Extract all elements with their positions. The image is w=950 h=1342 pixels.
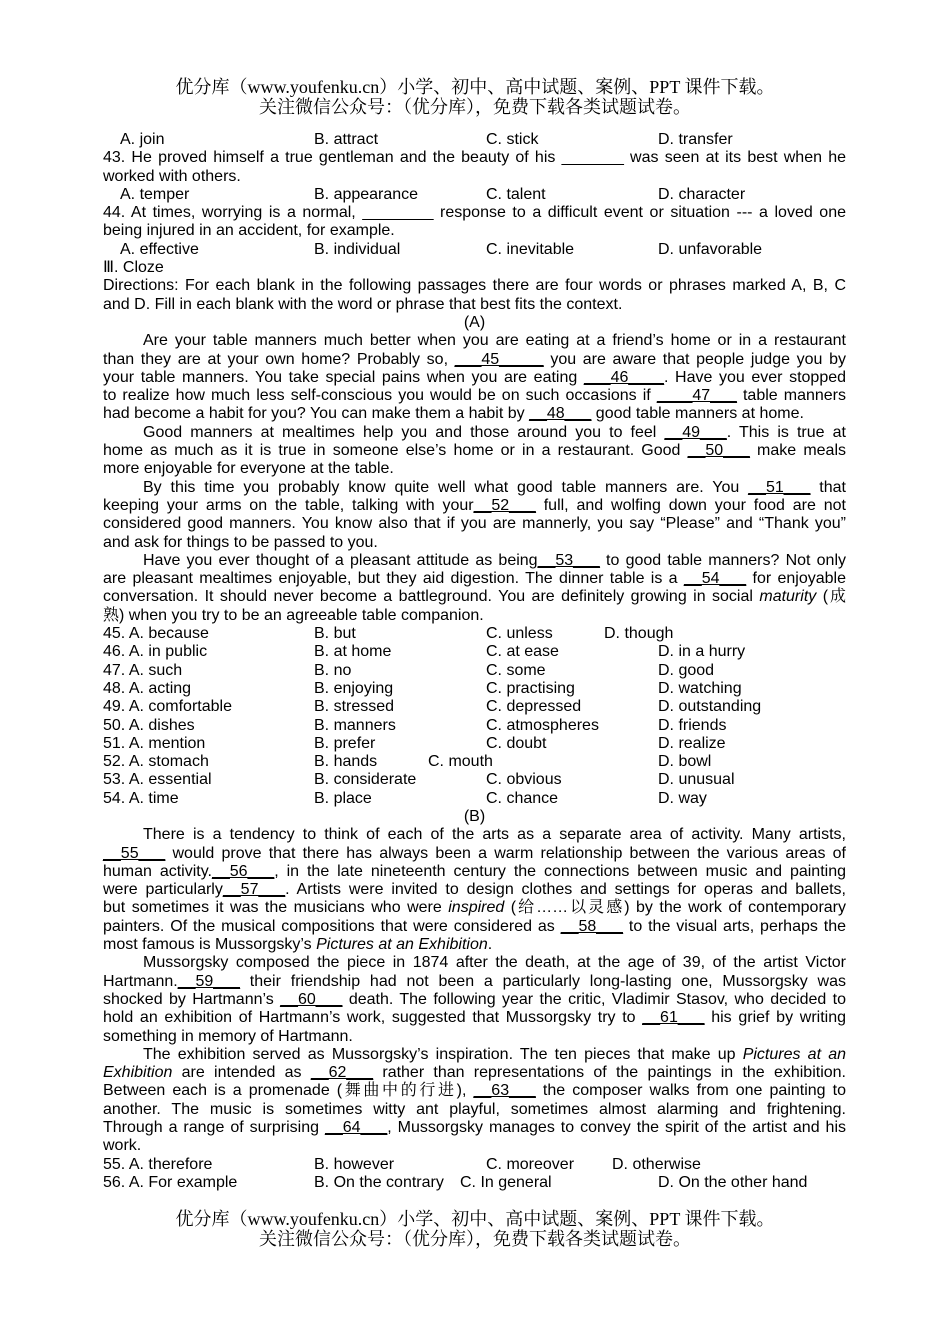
option-b xyxy=(314,241,400,259)
text-run: the composer walks from one painting to xyxy=(535,1082,847,1100)
blank-59: __59___ xyxy=(177,972,240,990)
option-b xyxy=(314,753,377,771)
option-a xyxy=(103,662,182,680)
text-line: work. xyxy=(103,1137,142,1155)
question-53-options xyxy=(103,771,846,789)
option-text: C. moreover xyxy=(486,1155,575,1173)
text-line xyxy=(103,369,846,387)
question-54-options xyxy=(103,790,846,808)
text-line xyxy=(103,405,846,423)
option-d xyxy=(658,186,745,204)
blank-50: __50___ xyxy=(687,442,750,460)
text-line xyxy=(103,1064,846,1082)
text-run: full, and wolfing down your food are not xyxy=(535,496,846,514)
blank-53: __53___ xyxy=(537,551,600,569)
option-text: B. hands xyxy=(314,753,378,771)
option-text: C. obvious xyxy=(486,771,562,789)
option-c xyxy=(486,1156,574,1174)
text-line xyxy=(103,588,846,606)
text-line xyxy=(103,387,846,405)
blank-48: __48___ xyxy=(529,405,592,423)
text-line: Are your table manners much better when you are eating at a friend’s home or in a restaurant xyxy=(143,332,846,350)
option-text: C. practising xyxy=(486,679,575,697)
option-a xyxy=(103,771,212,789)
option-text: B. individual xyxy=(314,240,401,258)
italic-term: Pictures at an Exhibition xyxy=(316,936,488,954)
text-run: By this time you probably know quite well what good table manners are. You xyxy=(143,478,749,496)
question-number: 50. xyxy=(103,716,126,734)
option-text: C. some xyxy=(486,661,546,679)
question-number: 52. xyxy=(103,753,126,771)
option-text: D. unusual xyxy=(658,771,735,789)
option-text: C. mouth xyxy=(428,753,493,771)
text-line xyxy=(103,899,846,917)
blank-46: ___46____ xyxy=(583,368,664,386)
option-text: C. doubt xyxy=(486,734,547,752)
option-d xyxy=(658,735,726,753)
text-line: being injured in an accident, for example. xyxy=(103,222,395,240)
exam-content xyxy=(103,131,846,1192)
option-text: B. however xyxy=(314,1155,395,1173)
banner-line-2: 关注微信公众号：（优分库），免费下载各类试题试卷。 xyxy=(259,1228,691,1249)
text-run: . Artists were invited to design clothes and settings for operas and ballets, xyxy=(285,881,847,899)
text-run: good table manners at home. xyxy=(591,405,804,423)
option-b xyxy=(314,698,394,716)
option-b xyxy=(314,771,416,789)
text-run: Have you ever thought of a pleasant attitude as being xyxy=(143,551,538,569)
option-d xyxy=(658,131,733,149)
italic-term: inspired xyxy=(448,899,505,917)
text-run: Good manners at mealtimes help you and those around you to feel xyxy=(143,423,665,441)
text-line xyxy=(103,442,846,460)
text-run: keeping your arms on the table, talking with your xyxy=(103,496,474,514)
text-run: human activity. xyxy=(103,862,212,880)
option-text: C. In general xyxy=(460,1173,552,1191)
text-run: were particularly xyxy=(103,881,223,899)
option-text: D. in a hurry xyxy=(658,643,746,661)
text-run: to good table manners? Not only xyxy=(599,551,847,569)
option-text: C. inevitable xyxy=(486,240,575,258)
option-d xyxy=(658,680,742,698)
italic-term: maturity xyxy=(759,588,817,606)
option-b xyxy=(314,717,396,735)
blank-47: ____47___ xyxy=(656,387,737,405)
blank-55: __55___ xyxy=(103,844,166,862)
option-text: B. place xyxy=(314,789,372,807)
text-run: are intended as xyxy=(172,1064,311,1082)
italic-term: Exhibition xyxy=(103,1064,173,1082)
text-run: Hartmann. xyxy=(103,972,178,990)
text-run: Between each is a promenade (舞曲中的行进), xyxy=(103,1082,474,1100)
text-line xyxy=(103,1009,846,1027)
text-run: . Have you ever stopped xyxy=(663,368,847,386)
option-c xyxy=(486,790,558,808)
text-line: another. The music is sometimes witty ant playful, sometimes almost alarming and frightening. xyxy=(103,1100,846,1118)
text-run: are pleasant mealtimes enjoyable, but they aid digestion. The dinner table is a xyxy=(103,570,684,588)
passage-b-paragraph-1 xyxy=(103,826,846,954)
option-c xyxy=(486,717,599,735)
directions xyxy=(103,277,846,314)
passage-a-paragraph-1 xyxy=(103,332,846,423)
option-text: D. realize xyxy=(658,734,726,752)
text-line xyxy=(103,991,846,1009)
text-run: to the visual arts, perhaps the xyxy=(622,917,847,935)
option-c xyxy=(486,241,574,259)
option-text: C. talent xyxy=(486,185,546,203)
question-47-options xyxy=(103,662,846,680)
option-text: A. For example xyxy=(128,1173,238,1191)
top-banner xyxy=(0,78,950,117)
text-line xyxy=(103,570,846,588)
option-d xyxy=(658,241,762,259)
text-line xyxy=(103,1119,846,1137)
text-run: rather than representations of the paintings in the exhibition. xyxy=(373,1064,846,1082)
option-d xyxy=(658,771,735,789)
text-run: (成 xyxy=(816,588,846,606)
question-number: 48. xyxy=(103,679,126,697)
text-run: had become a habit for you? You can make them a habit by xyxy=(103,405,530,423)
question-51-options xyxy=(103,735,846,753)
blank-49: __49___ xyxy=(664,423,727,441)
option-b xyxy=(314,186,418,204)
text-run: . This is true at xyxy=(726,423,846,441)
passage-b-paragraph-3 xyxy=(103,1046,846,1156)
blank-54: __54___ xyxy=(683,570,747,588)
option-text: A. mention xyxy=(128,734,206,752)
text-run: Through a range of surprising xyxy=(103,1119,325,1137)
option-d xyxy=(612,1156,701,1174)
question-43-stem xyxy=(103,149,846,186)
text-line xyxy=(103,881,846,899)
option-c xyxy=(486,735,546,753)
text-line: Directions: For each blank in the following passages there are four words or phrases marked A, B, C xyxy=(103,277,846,295)
option-text: A. such xyxy=(128,661,183,679)
text-line xyxy=(103,863,846,881)
option-text: A. in public xyxy=(128,643,208,661)
text-line xyxy=(103,552,846,570)
option-text: D. unfavorable xyxy=(658,240,763,258)
option-c xyxy=(486,643,559,661)
text-run: your table manners. You take special pains when you are eating xyxy=(103,368,584,386)
text-line: Mussorgsky composed the piece in 1874 after the death, at the age of 39, of the artist Victor xyxy=(143,954,846,972)
text-line xyxy=(103,973,846,991)
text-line xyxy=(103,351,846,369)
question-43-options xyxy=(103,186,846,204)
option-text: A. essential xyxy=(128,771,212,789)
blank-56: __56___ xyxy=(211,862,275,880)
option-a xyxy=(103,790,179,808)
text-run: The exhibition served as Mussorgsky’s inspiration. The ten pieces that make up xyxy=(143,1045,743,1063)
text-run: but sometimes it was the musicians who were xyxy=(103,899,449,917)
blank-57: __57___ xyxy=(222,881,286,899)
text-line xyxy=(103,424,846,442)
option-b xyxy=(314,1174,444,1192)
option-a xyxy=(103,735,205,753)
question-number: 49. xyxy=(103,698,126,716)
blank-63: __63___ xyxy=(473,1082,536,1100)
option-b xyxy=(314,1156,394,1174)
passage-a-label: (A) xyxy=(463,313,486,331)
text-line: and ask for things to be passed to you. xyxy=(103,533,378,551)
banner-line-1: 优分库（www.youfenku.cn）小学、初中、高中试题、案例、PPT 课件下载。 xyxy=(175,1209,775,1229)
text-run: home as much as it is true in someone else’s home or in a restaurant. Good xyxy=(103,442,688,460)
option-a xyxy=(103,1156,212,1174)
text-run: to realize how much less self-conscious you would be on such occasions if xyxy=(103,387,657,405)
option-a xyxy=(120,241,199,259)
option-a xyxy=(120,131,164,149)
option-c xyxy=(486,625,553,643)
question-46-options xyxy=(103,643,846,661)
option-d xyxy=(658,717,726,735)
option-d xyxy=(658,790,707,808)
option-text: C. chance xyxy=(486,789,559,807)
text-run: , in the late nineteenth century the connections between music and painting xyxy=(274,862,846,880)
text-run: you are aware that people judge you by xyxy=(543,350,847,368)
text-run: table manners xyxy=(736,387,846,405)
continued-options xyxy=(103,131,846,149)
banner-line-2: 关注微信公众号：（优分库），免费下载各类试题试卷。 xyxy=(259,96,691,117)
text-run: , Mussorgsky manages to convey the spirit of the artist and his xyxy=(387,1119,847,1137)
option-a xyxy=(103,717,195,735)
text-line: 43. He proved himself a true gentleman and the beauty of his _______ was seen at its best when he xyxy=(103,149,846,167)
option-text: D. friends xyxy=(658,716,727,734)
option-text: A. join xyxy=(120,131,165,148)
option-text: D. otherwise xyxy=(612,1155,701,1173)
question-number: 46. xyxy=(103,643,126,661)
text-run: than they are at your own home? Probably so, xyxy=(103,350,455,368)
option-text: D. character xyxy=(658,185,746,203)
option-text: A. temper xyxy=(120,185,190,203)
question-number: 54. xyxy=(103,789,126,807)
option-a xyxy=(103,680,191,698)
blank-58: __58___ xyxy=(560,917,623,935)
option-a xyxy=(103,1174,237,1192)
option-text: A. effective xyxy=(120,240,199,258)
option-text: A. stomach xyxy=(128,753,209,771)
question-45-options xyxy=(103,625,846,643)
question-52-options xyxy=(103,753,846,771)
option-c xyxy=(486,186,546,204)
text-line xyxy=(103,1046,846,1064)
option-text: B. but xyxy=(314,625,356,643)
question-49-options xyxy=(103,698,846,716)
option-a xyxy=(103,625,209,643)
text-line xyxy=(103,1082,846,1100)
italic-term: Pictures at an xyxy=(742,1045,847,1063)
option-text: D. bowl xyxy=(658,753,712,771)
question-number: 55. xyxy=(103,1155,126,1173)
text-run: would prove that there has always been a warm relationship between the various areas of xyxy=(165,844,846,862)
option-d xyxy=(658,1174,807,1192)
option-d xyxy=(604,625,673,643)
section-heading: Ⅲ. Cloze xyxy=(103,259,164,277)
question-56-options xyxy=(103,1174,846,1192)
banner-line-1: 优分库（www.youfenku.cn）小学、初中、高中试题、案例、PPT 课件下载。 xyxy=(175,77,775,97)
option-b xyxy=(314,680,393,698)
text-line: 44. At times, worrying is a normal, ________ response to a difficult event or situation --- a loved one xyxy=(103,204,846,222)
option-a xyxy=(103,753,209,771)
option-text: A. therefore xyxy=(128,1155,213,1173)
option-d xyxy=(658,662,714,680)
blank-64: __64___ xyxy=(324,1119,388,1137)
option-d xyxy=(658,643,745,661)
blank-61: __61___ xyxy=(642,1009,705,1027)
blank-51: __51___ xyxy=(748,478,811,496)
option-d xyxy=(658,753,711,771)
text-line: more enjoyable for everyone at the table. xyxy=(103,460,394,478)
option-c xyxy=(486,131,538,149)
text-line: something in memory of Hartmann. xyxy=(103,1027,353,1045)
text-line: and D. Fill in each blank with the word or phrase that best fits the context. xyxy=(103,295,623,313)
text-line: There is a tendency to think of each of the arts as a separate area of activity. Many artists, xyxy=(143,826,846,844)
question-number: 51. xyxy=(103,734,126,752)
text-run: . xyxy=(487,936,493,954)
question-number: 56. xyxy=(103,1173,126,1191)
option-text: B. at home xyxy=(314,643,392,661)
text-line: worked with others. xyxy=(103,167,241,185)
option-a xyxy=(103,698,232,716)
option-text: A. because xyxy=(128,625,209,643)
option-text: B. enjoying xyxy=(314,679,394,697)
blank-60: __60___ xyxy=(280,990,343,1008)
option-b xyxy=(314,735,375,753)
option-text: B. no xyxy=(314,661,352,679)
question-number: 45. xyxy=(103,625,126,643)
option-text: C. atmospheres xyxy=(486,716,599,734)
option-text: B. stressed xyxy=(314,698,395,716)
passage-a-paragraph-3 xyxy=(103,479,846,552)
blank-62: __62___ xyxy=(310,1064,374,1082)
text-run: shocked by Hartmann’s xyxy=(103,990,281,1008)
question-44-options xyxy=(103,241,846,259)
option-text: D. watching xyxy=(658,679,742,697)
option-d xyxy=(658,698,761,716)
question-50-options xyxy=(103,717,846,735)
option-text: B. prefer xyxy=(314,734,376,752)
text-line: considered good manners. You know also that if you are mannerly, you say “Please” and “Thank you” xyxy=(103,515,846,533)
option-text: C. at ease xyxy=(486,643,559,661)
option-b xyxy=(314,662,351,680)
option-text: B. appearance xyxy=(314,185,419,203)
text-run: most famous is Mussorgsky’s xyxy=(103,936,317,954)
option-c xyxy=(428,753,493,771)
option-text: D. outstanding xyxy=(658,698,762,716)
option-text: A. comfortable xyxy=(128,698,232,716)
passage-b-label: (B) xyxy=(463,807,486,825)
question-48-options xyxy=(103,680,846,698)
question-44-stem xyxy=(103,204,846,241)
option-c xyxy=(486,698,581,716)
text-run: painters. Of the musical compositions that were considered as xyxy=(103,917,561,935)
text-run: death. The following year the critic, Vladimir Stasov, who decided to xyxy=(342,990,846,1008)
option-text: C. unless xyxy=(486,625,553,643)
text-line: 熟) when you try to be an agreeable table companion. xyxy=(103,606,484,624)
option-c xyxy=(486,662,546,680)
passage-b-paragraph-2 xyxy=(103,954,846,1045)
blank-45: ___45_____ xyxy=(454,350,544,368)
option-text: A. time xyxy=(128,789,179,807)
text-run: conversation. It should never become a battleground. You are definitely growing in social xyxy=(103,588,760,606)
option-c xyxy=(460,1174,552,1192)
option-text: C. depressed xyxy=(486,698,582,716)
question-number: 53. xyxy=(103,771,126,789)
text-line xyxy=(103,497,846,515)
option-text: D. though xyxy=(604,625,674,643)
option-text: A. dishes xyxy=(128,716,195,734)
option-b xyxy=(314,131,378,149)
option-text: D. transfer xyxy=(658,131,733,148)
text-run: his grief by writing xyxy=(704,1009,846,1027)
option-text: C. stick xyxy=(486,131,539,148)
option-text: B. On the contrary xyxy=(314,1173,444,1191)
text-run: for enjoyable xyxy=(746,570,847,588)
option-b xyxy=(314,790,372,808)
option-c xyxy=(486,680,575,698)
blank-52: __52___ xyxy=(473,496,536,514)
text-run: hold an exhibition of Hartmann’s work, suggested that Mussorgsky try to xyxy=(103,1009,643,1027)
question-number: 47. xyxy=(103,661,126,679)
bottom-banner xyxy=(0,1210,950,1249)
passage-a-paragraph-4 xyxy=(103,552,846,625)
option-a xyxy=(103,643,207,661)
passage-a-paragraph-2 xyxy=(103,424,846,479)
text-run: their friendship had not been a particularly long-lasting one, Mussorgsky was xyxy=(240,972,846,990)
question-55-options xyxy=(103,1156,846,1174)
option-text: B. manners xyxy=(314,716,396,734)
option-text: D. On the other hand xyxy=(658,1173,808,1191)
text-line xyxy=(103,845,846,863)
option-c xyxy=(486,771,562,789)
text-run: that xyxy=(810,478,846,496)
text-run: (给……以灵感) by the work of contemporary xyxy=(504,899,846,917)
option-text: D. good xyxy=(658,661,715,679)
text-line xyxy=(103,936,846,954)
option-text: B. attract xyxy=(314,131,379,148)
option-text: B. considerate xyxy=(314,771,417,789)
text-line xyxy=(103,479,846,497)
option-a xyxy=(120,186,189,204)
option-b xyxy=(314,643,391,661)
option-b xyxy=(314,625,356,643)
text-run: make meals xyxy=(749,442,846,460)
option-text: A. acting xyxy=(128,679,192,697)
text-line xyxy=(103,918,846,936)
option-text: D. way xyxy=(658,789,707,807)
